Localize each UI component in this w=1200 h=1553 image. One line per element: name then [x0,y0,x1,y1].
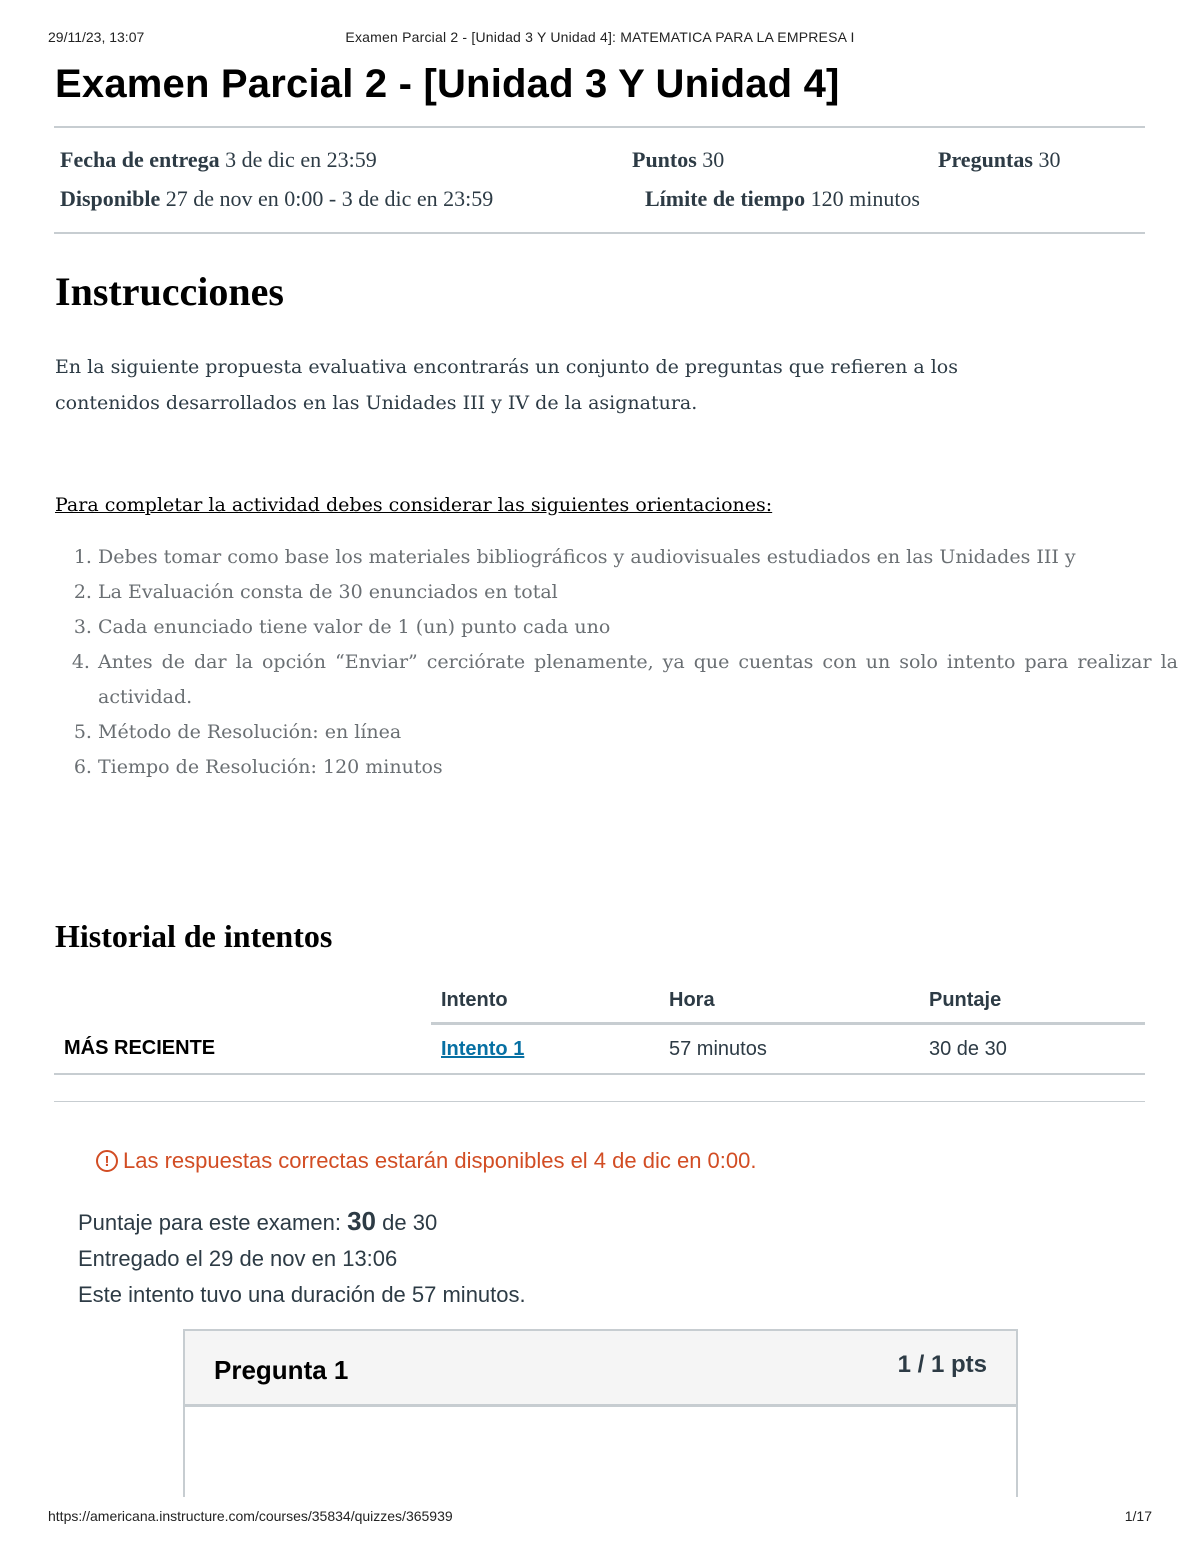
score-line [78,1203,526,1241]
print-url: https://americana.instructure.com/courses/35834/quizzes/365939 [48,1508,453,1524]
question-header [185,1331,1016,1407]
instructions-heading: Instrucciones [55,269,284,314]
history-table [54,978,1145,1075]
score-summary [78,1203,526,1313]
col-header-label [54,978,431,1024]
score-value: 30 [347,1206,376,1236]
page-number: 1/17 [1124,1508,1152,1524]
question-title: Pregunta 1 [214,1355,349,1385]
print-datetime: 29/11/23, 13:07 [48,29,145,45]
score-suffix: de 30 [382,1210,438,1235]
points [632,147,724,173]
list-item: 1. Debes tomar como base los materiales bibliográficos y audiovisuales estudiados en las Unidades III y [98,540,1178,575]
questions-value: 30 [1038,147,1061,172]
due-date [60,147,377,173]
availability [60,186,493,212]
points-value: 30 [702,147,725,172]
print-doc-title: Examen Parcial 2 - [Unidad 3 Y Unidad 4]: MATEMATICA PARA LA EMPRESA I [345,29,855,45]
time-cell: 57 minutos [659,1024,919,1075]
questions [938,147,1060,173]
time-limit [645,186,920,212]
attempt-cell [431,1024,659,1075]
print-footer [48,1508,1152,1526]
score-cell: 30 de 30 [919,1024,1145,1075]
instructions-list [55,540,1178,785]
questions-label: Preguntas [938,147,1033,172]
due-value: 3 de dic en 23:59 [225,147,377,172]
history-header-row [54,978,1145,1024]
meta-divider [54,232,1145,234]
list-item: 2. La Evaluación consta de 30 enunciados en total [98,575,1178,610]
title-divider [54,126,1145,128]
page-title: Examen Parcial 2 - [Unidad 3 Y Unidad 4] [55,62,840,106]
list-item: 6. Tiempo de Resolución: 120 minutos [98,750,1178,785]
list-item: 4. Antes de dar la opción “Enviar” cerciórate plenamente, ya que cuentas con un solo intento para realizar la actividad. [98,645,1178,715]
answers-notice [96,1148,757,1174]
instructions-intro: En la siguiente propuesta evaluativa encontrarás un conjunto de preguntas que refieren a los contenidos desarrollados en las Unidades III y IV de la asignatura. [55,356,958,414]
attempt-link[interactable]: Intento 1 [441,1037,525,1060]
list-item: 5. Método de Resolución: en línea [98,715,1178,750]
time-limit-label: Límite de tiempo [645,186,806,211]
print-header [48,29,1152,47]
available-value: 27 de nov en 0:00 - 3 de dic en 23:59 [165,186,494,211]
question-points: 1 / 1 pts [897,1351,987,1378]
table-row [54,1024,1145,1075]
col-header-attempt: Intento [431,978,659,1024]
duration-line: Este intento tuvo una duración de 57 minutos. [78,1282,526,1307]
list-item: 3. Cada enunciado tiene valor de 1 (un) punto cada uno [98,610,1178,645]
available-label: Disponible [60,186,161,211]
time-limit-value: 120 minutos [810,186,920,211]
col-header-score: Puntaje [919,978,1145,1024]
row-label: MÁS RECIENTE [54,1024,431,1075]
due-label: Fecha de entrega [60,147,220,172]
history-heading: Historial de intentos [55,918,333,954]
history-divider [54,1101,1145,1102]
score-prefix: Puntaje para este examen: [78,1210,341,1235]
points-label: Puntos [632,147,697,172]
notice-text: Las respuestas correctas estarán disponibles el 4 de dic en 0:00. [123,1148,757,1173]
submitted-line: Entregado el 29 de nov en 13:06 [78,1246,398,1271]
col-header-time: Hora [659,978,919,1024]
warning-icon: ! [96,1150,118,1172]
orientation-title: Para completar la actividad debes considerar las siguientes orientaciones: [55,494,773,516]
